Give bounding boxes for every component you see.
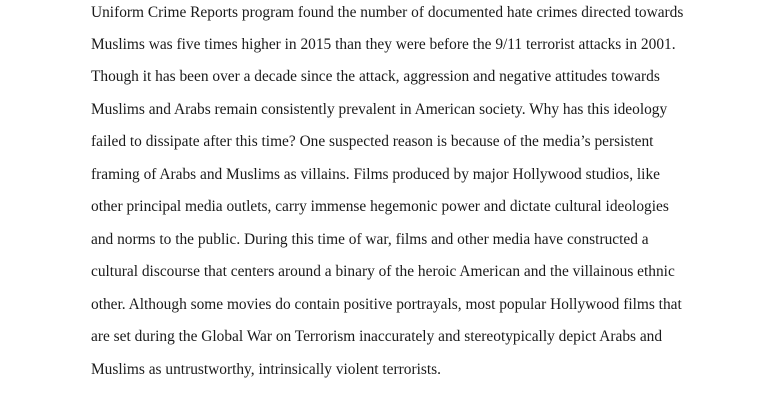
text-line: framing of Arabs and Muslims as villains. Films produced by major Hollywood studios, like bbox=[91, 166, 660, 183]
text-line: failed to dissipate after this time? One suspected reason is because of the media’s persistent bbox=[91, 133, 654, 150]
text-line: Muslims as untrustworthy, intrinsically violent terrorists. bbox=[91, 361, 441, 378]
text-line: other principal media outlets, carry immense hegemonic power and dictate cultural ideologies bbox=[91, 198, 669, 215]
text-line: Though it has been over a decade since the attack, aggression and negative attitudes towards bbox=[91, 68, 660, 85]
text-line: Muslims and Arabs remain consistently prevalent in American society. Why has this ideology bbox=[91, 101, 668, 118]
text-line: Uniform Crime Reports program found the number of documented hate crimes directed towards bbox=[91, 4, 684, 21]
text-line: Muslims was five times higher in 2015 than they were before the 9/11 terrorist attacks in 2001. bbox=[91, 36, 676, 53]
text-line: other. Although some movies do contain positive portrayals, most popular Hollywood films that bbox=[91, 296, 682, 313]
text-line: cultural discourse that centers around a binary of the heroic American and the villainous ethnic bbox=[91, 263, 675, 280]
text-line: and norms to the public. During this time of war, films and other media have constructed a bbox=[91, 231, 649, 248]
text-line: are set during the Global War on Terrorism inaccurately and stereotypically depict Arabs and bbox=[91, 328, 663, 345]
